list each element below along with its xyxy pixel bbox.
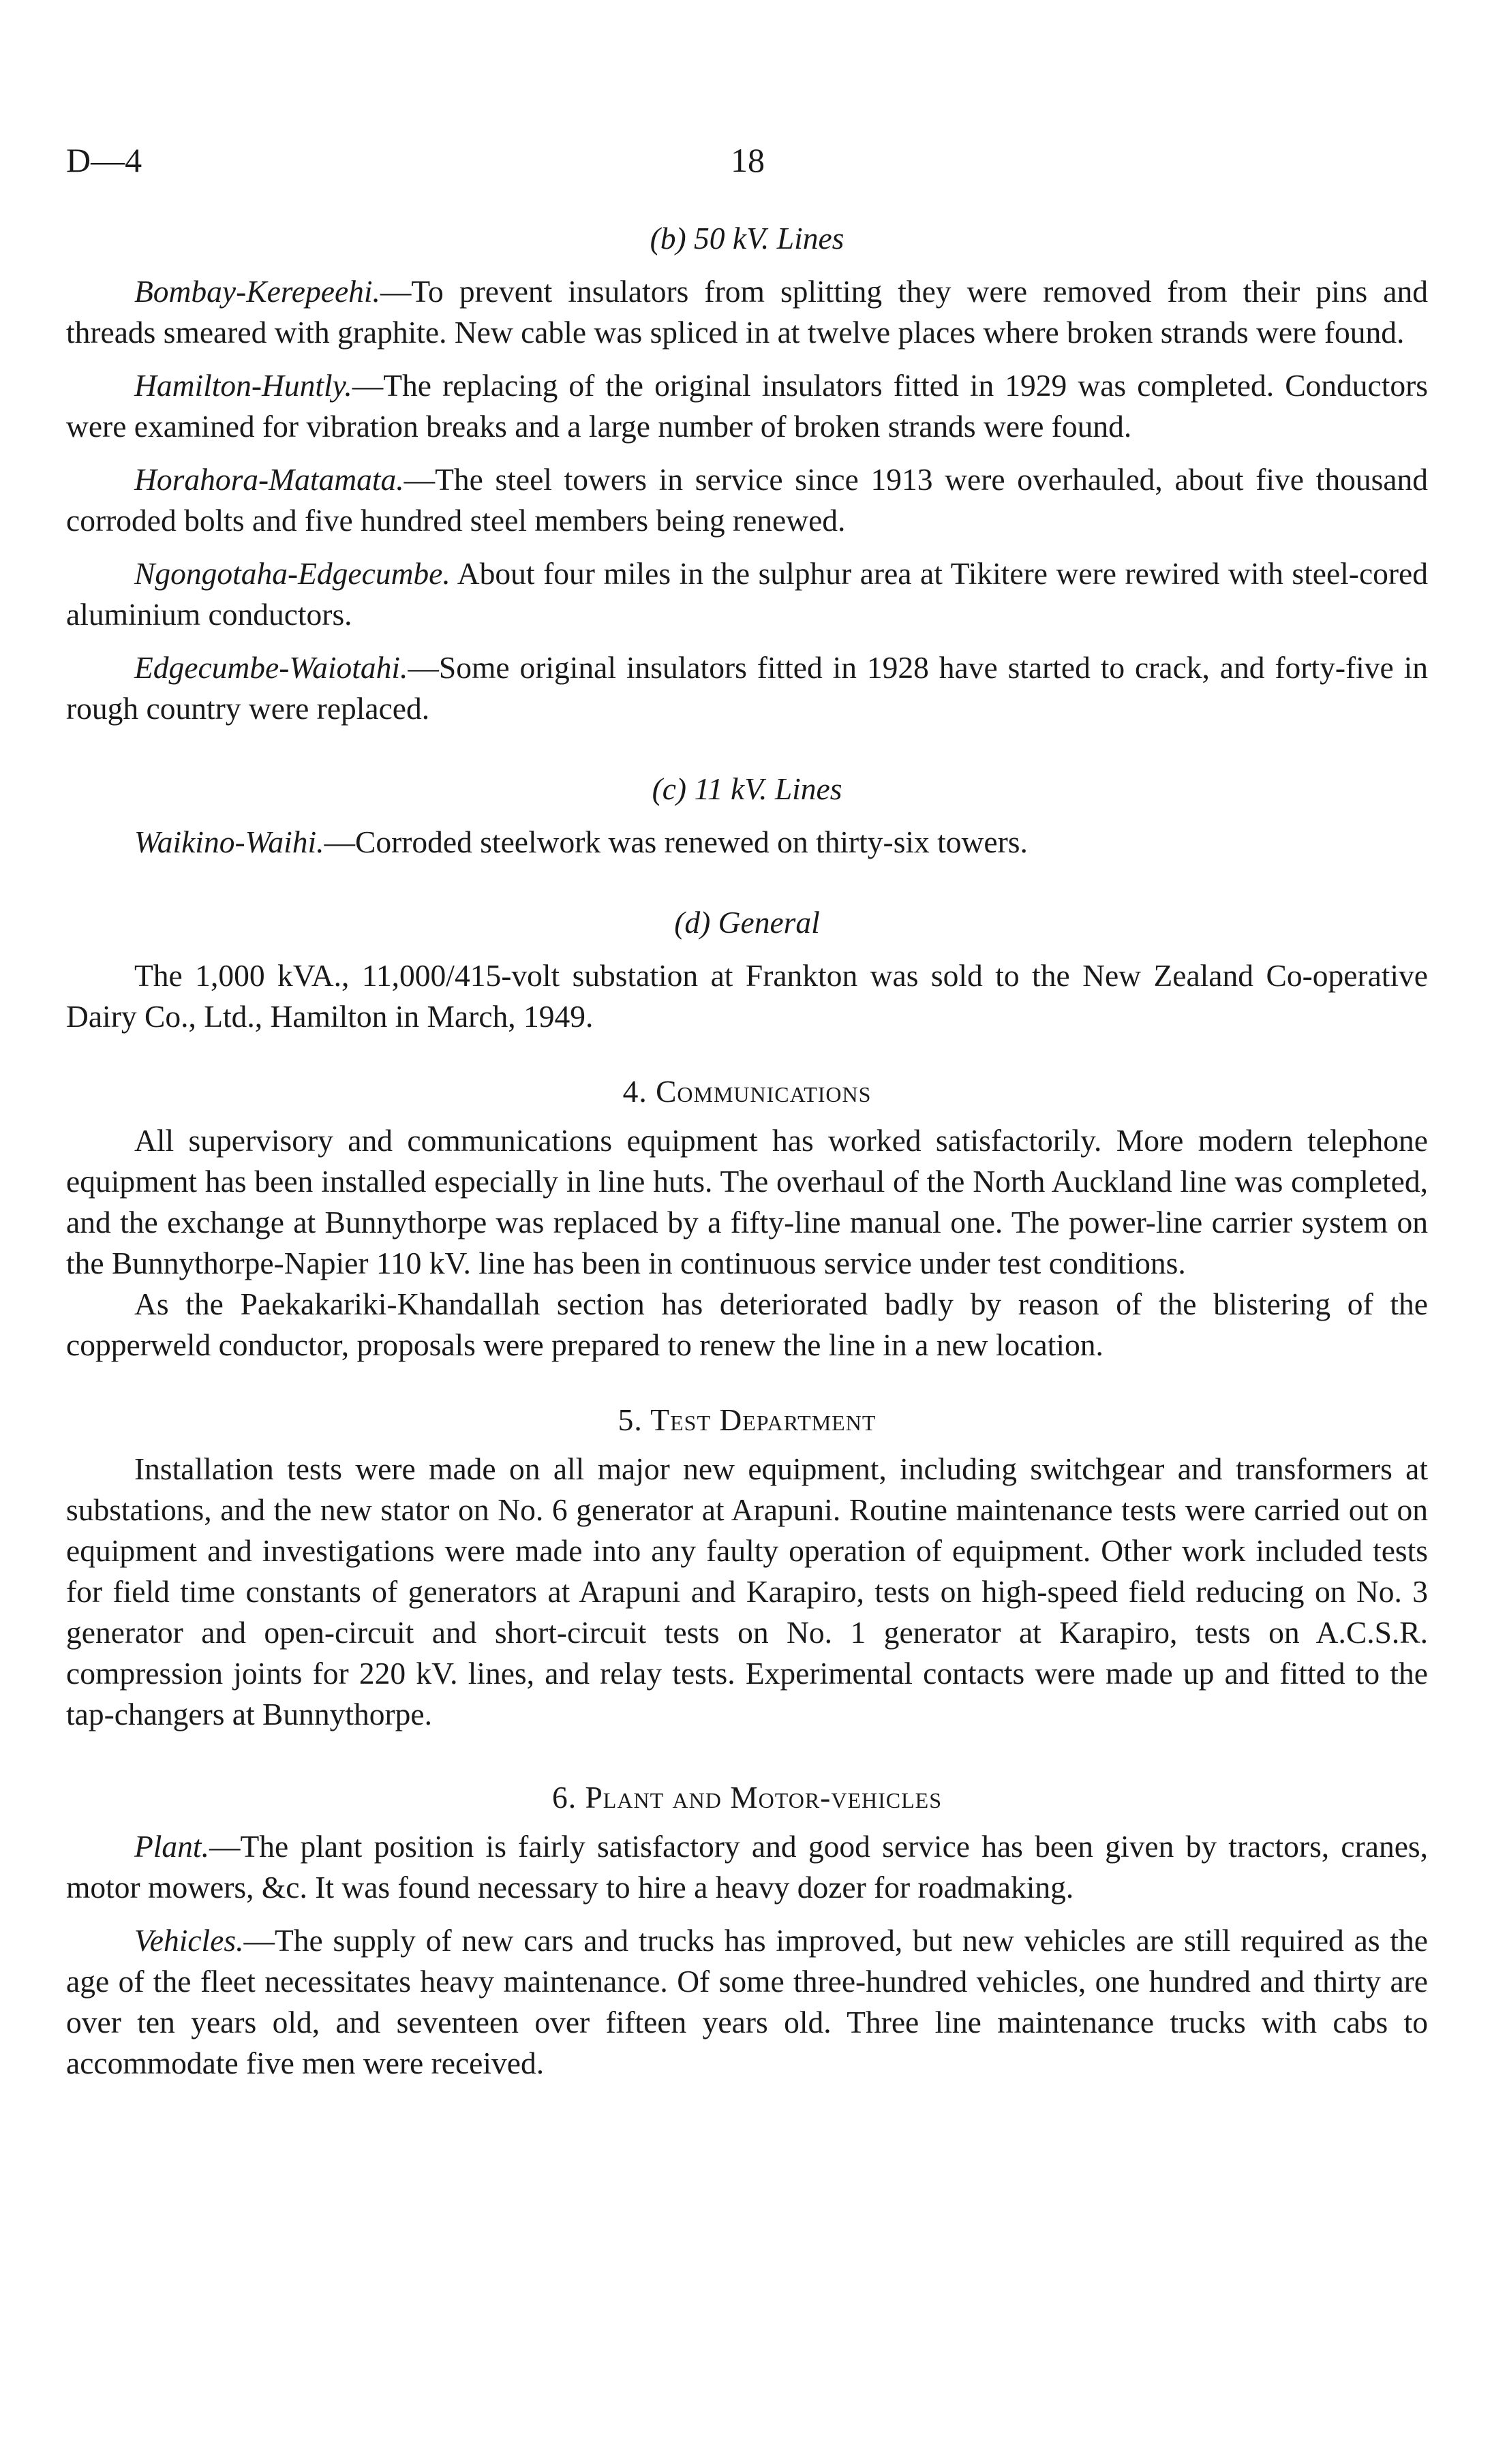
lead-edgecumbe-waiotahi: Edgecumbe-Waiotahi.	[134, 650, 408, 685]
paragraph-frankton-substation: The 1,000 kVA., 11,000/415-volt substation at Frankton was sold to the New Zealand Co-operative Dairy Co., Ltd., Hamilton in March, 1949.	[66, 958, 1428, 1034]
text-hamilton-huntly: —The replacing of the original insulators fitted in 1929 was completed. Conductors were examined for vibration breaks and a large number of broken strands were found.	[66, 368, 1428, 444]
heading-plant-motor-vehicles	[66, 1777, 1428, 1818]
paragraph-test-department: Installation tests were made on all major new equipment, including switchgear and transformers at substations, and the new stator on No. 6 generator at Arapuni. Routine maintenance tests were carried out on equipment and investigations were made into any faulty operation of equipment. Other work included tests for field time constants of generators at Arapuni and Karapiro, tests on high-speed field reducing on No. 3 generator and open-circuit and short-circuit tests on No. 1 generator at Karapiro, tests on A.C.S.R. compression joints for 220 kV. lines, and relay tests. Experimental contacts were made up and fitted to the tap-changers at Bunnythorpe.	[66, 1451, 1428, 1731]
lead-horahora-matamata: Horahora-Matamata.	[134, 462, 404, 497]
text-edgecumbe-waiotahi: —Some original insulators fitted in 1928 have started to crack, and forty-five in rough country were replaced.	[66, 650, 1428, 726]
page-number: 18	[731, 141, 765, 179]
heading-communications	[66, 1071, 1428, 1112]
heading-plant-motor-vehicles-text: 6. Plant and Motor-vehicles	[552, 1780, 942, 1815]
lead-vehicles: Vehicles.	[134, 1923, 244, 1958]
heading-test-department	[66, 1400, 1428, 1441]
page-body	[66, 218, 1428, 2084]
paragraph-hamilton-huntly	[66, 365, 1428, 447]
paragraph-vehicles	[66, 1920, 1428, 2084]
text-waikino-waihi: —Corroded steelwork was renewed on thirty-six towers.	[324, 825, 1028, 859]
heading-11kv-lines: (c) 11 kV. Lines	[652, 771, 842, 806]
text-bombay-kerepeehi: —To prevent insulators from splitting they were removed from their pins and threads smeared with graphite. New cable was spliced in at twelve places where broken strands were found.	[66, 274, 1428, 350]
heading-communications-text: 4. Communications	[622, 1074, 872, 1109]
text-ngongotaha-edgecumbe: About four miles in the sulphur area at Tikitere were rewired with steel-cored aluminium conductors.	[66, 556, 1428, 632]
heading-general: (d) General	[674, 905, 820, 940]
paragraph-horahora-matamata	[66, 459, 1428, 541]
document-reference: D—4	[66, 141, 142, 179]
paragraph-ngongotaha-edgecumbe	[66, 553, 1428, 635]
lead-hamilton-huntly: Hamilton-Huntly.	[134, 368, 352, 403]
lead-waikino-waihi: Waikino-Waihi.	[134, 825, 324, 859]
text-vehicles: —The supply of new cars and trucks has improved, but new vehicles are still required as the age of the fleet necessitates heavy maintenance. Of some three-hundred vehicles, one hundred and thirty are over ten years old, and seventeen over fifteen years old. Three line maintenance trucks with cabs to accommodate five men were received.	[66, 1923, 1428, 2080]
text-plant: —The plant position is fairly satisfactory and good service has been given by tractors, cranes, motor mowers, &c. It was found necessary to hire a heavy dozer for roadmaking.	[66, 1829, 1428, 1905]
lead-ngongotaha-edgecumbe: Ngongotaha-Edgecumbe.	[134, 556, 451, 591]
paragraph-edgecumbe-waiotahi	[66, 647, 1428, 729]
lead-bombay-kerepeehi: Bombay-Kerepeehi.	[134, 274, 380, 309]
paragraph-waikino-waihi	[66, 822, 1428, 863]
heading-test-department-text: 5. Test Department	[618, 1402, 877, 1437]
heading-50kv-lines: (b) 50 kV. Lines	[650, 221, 844, 256]
paragraph-communications-1: All supervisory and communications equipment has worked satisfactorily. More modern telephone equipment has been installed especially in line huts. The overhaul of the North Auckland line was completed, and the exchange at Bunnythorpe was replaced by a fifty-line manual one. The power-line carrier system on the Bunnythorpe-Napier 110 kV. line has been in continuous service under test conditions.	[66, 1123, 1428, 1280]
paragraph-plant	[66, 1826, 1428, 1908]
paragraph-bombay-kerepeehi	[66, 271, 1428, 353]
paragraph-communications-2: As the Paekakariki-Khandallah section has deteriorated badly by reason of the blistering of the copperweld conductor, proposals were prepared to renew the line in a new location.	[66, 1287, 1428, 1362]
text-horahora-matamata: —The steel towers in service since 1913 were overhauled, about five thousand corroded bolts and five hundred steel members being renewed.	[66, 462, 1428, 538]
lead-plant: Plant.	[134, 1829, 209, 1864]
